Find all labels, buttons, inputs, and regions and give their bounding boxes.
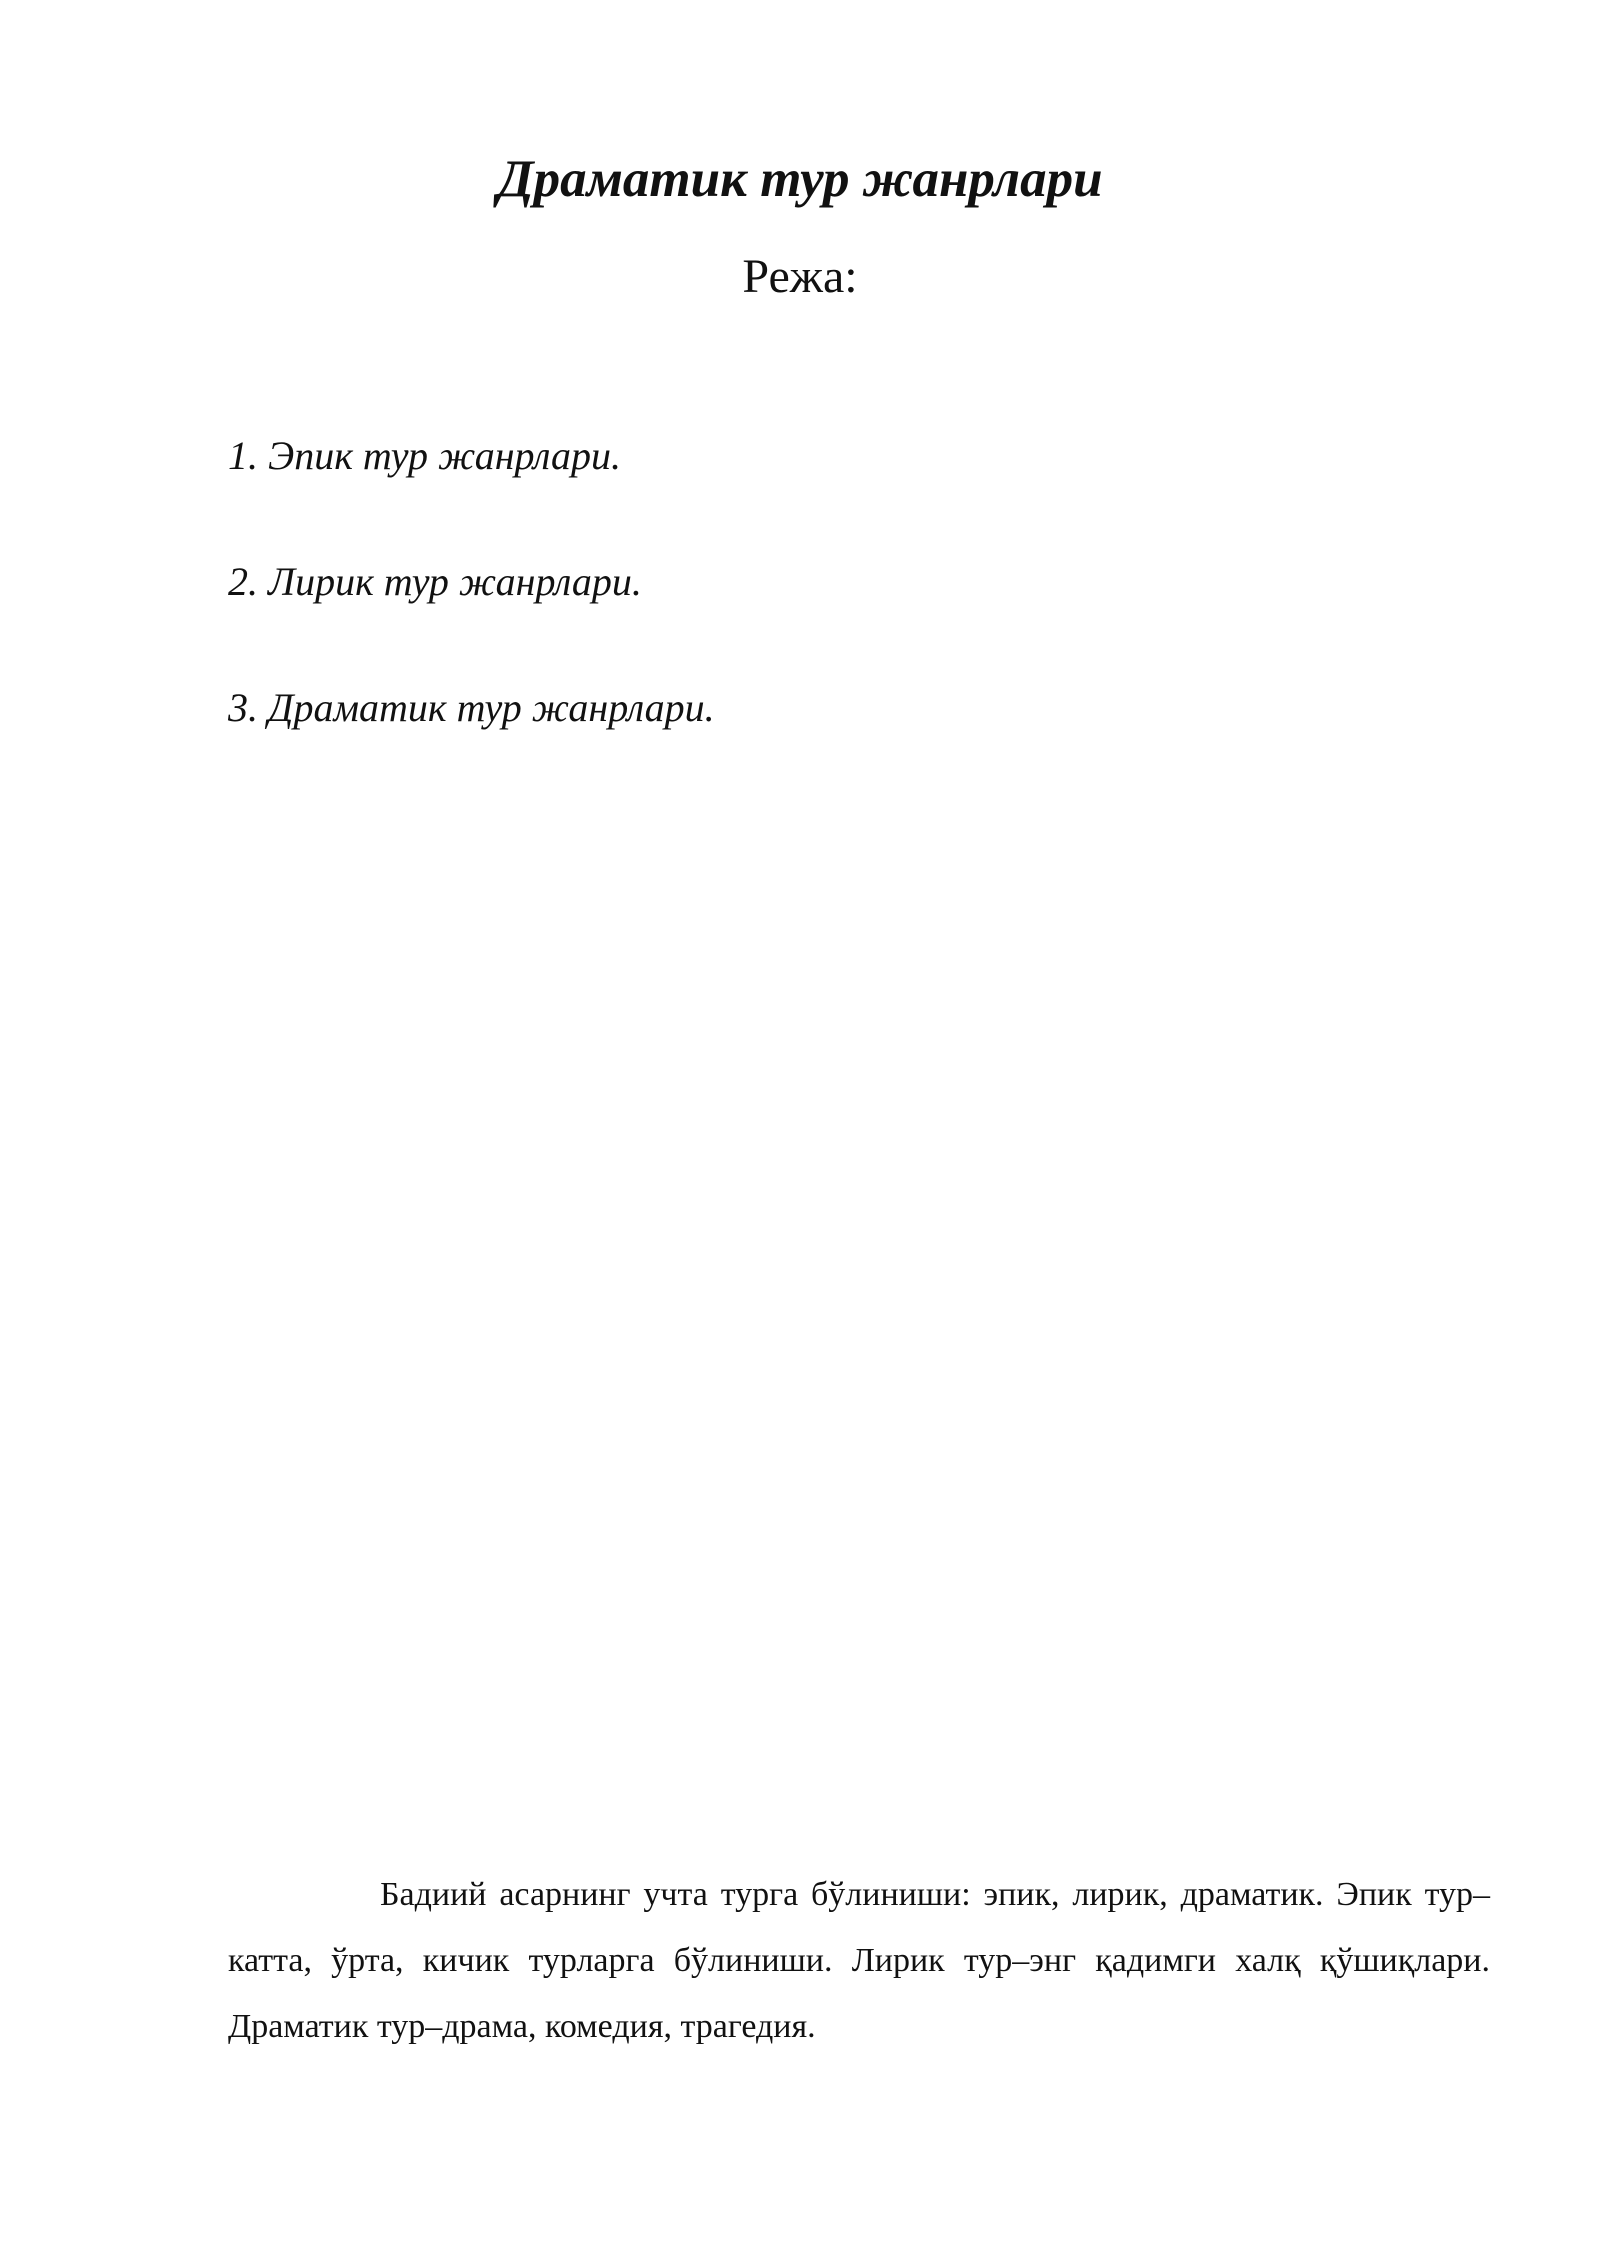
plan-item: 3. Драматик тур жанрлари. [228, 685, 715, 730]
plan-list [228, 432, 715, 810]
plan-item: 1. Эпик тур жанрлари. [228, 433, 621, 478]
plan-item: 2. Лирик тур жанрлари. [228, 559, 642, 604]
body-paragraph: Бадиий асарнинг учта турга бўлиниши: эпик, лирик, драматик. Эпик тур–катта, ўрта, кичик турларга бўлиниши. Лирик тур–энг қадимги халқ қўшиқлари. Драматик тур–драма, комедия, трагедия. [228, 1876, 1490, 2045]
plan-heading: Режа: [742, 250, 858, 303]
document-title: Драматик тур жанрлари [497, 150, 1103, 208]
